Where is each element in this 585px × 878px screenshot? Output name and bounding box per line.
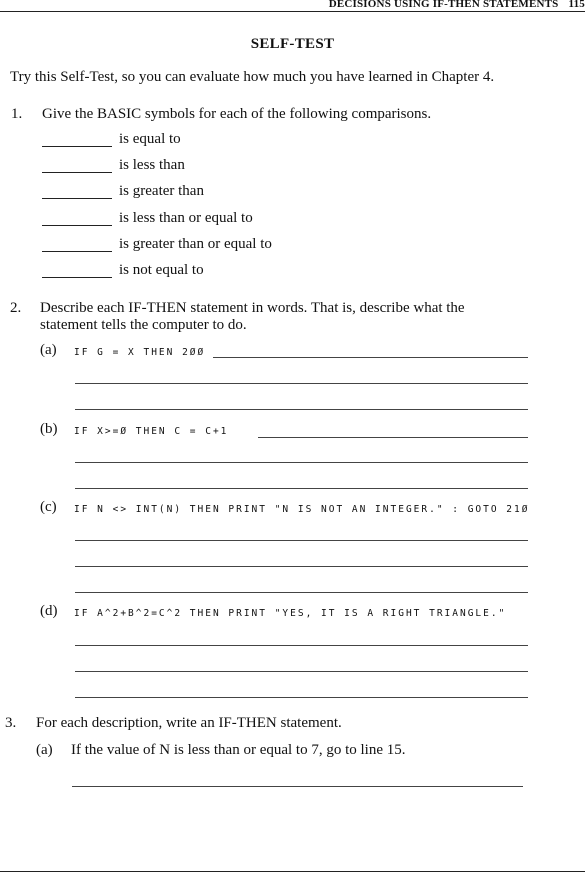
question-number: 3.	[5, 715, 17, 731]
question-number: 2.	[10, 300, 22, 316]
part-label: (a)	[36, 742, 53, 758]
answer-line[interactable]	[75, 488, 528, 489]
intro-text: Try this Self-Test, so you can evaluate how much you have learned in Chapter 4.	[10, 69, 495, 85]
comparison-item: is greater than or equal to	[119, 236, 272, 252]
comparison-item: is greater than	[119, 183, 204, 199]
part-label: (b)	[40, 421, 58, 437]
code-statement: IF N <> INT(N) THEN PRINT "N IS NOT AN INTEGER." : GOTO 21Ø	[74, 504, 530, 515]
header-rule	[0, 11, 585, 12]
answer-blank[interactable]	[42, 251, 112, 252]
code-statement: IF X>=Ø THEN C = C+1	[74, 426, 229, 437]
code-statement: IF A^2+B^2=C^2 THEN PRINT "YES, IT IS A RIGHT TRIANGLE."	[74, 608, 507, 619]
comparison-item: is less than or equal to	[119, 210, 253, 226]
answer-blank[interactable]	[42, 146, 112, 147]
running-head	[329, 0, 585, 10]
answer-line[interactable]	[75, 540, 528, 541]
answer-line[interactable]	[72, 786, 523, 787]
answer-line[interactable]	[75, 671, 528, 672]
answer-line[interactable]	[75, 566, 528, 567]
answer-blank[interactable]	[42, 198, 112, 199]
answer-line[interactable]	[75, 409, 528, 410]
code-statement: IF G = X THEN 2ØØ	[74, 347, 206, 358]
comparison-item: is not equal to	[119, 262, 204, 278]
question-prompt: For each description, write an IF-THEN statement.	[36, 715, 342, 731]
question-number: 1.	[11, 106, 23, 122]
answer-line[interactable]	[75, 383, 528, 384]
comparison-item: is less than	[119, 157, 185, 173]
answer-line[interactable]	[75, 645, 528, 646]
page-number: 115	[568, 0, 585, 10]
answer-line[interactable]	[75, 592, 528, 593]
part-label: (d)	[40, 603, 58, 619]
answer-line[interactable]	[258, 437, 528, 438]
comparison-item: is equal to	[119, 131, 181, 147]
answer-blank[interactable]	[42, 172, 112, 173]
running-title: DECISIONS USING IF-THEN STATEMENTS	[328, 0, 559, 10]
answer-line[interactable]	[75, 697, 528, 698]
footer-rule	[0, 871, 585, 872]
answer-blank[interactable]	[42, 225, 112, 226]
part-description: If the value of N is less than or equal to 7, go to line 15.	[71, 742, 406, 758]
question-prompt-line-1: Describe each IF-THEN statement in words. That is, describe what the	[40, 300, 465, 316]
part-label: (a)	[40, 342, 57, 358]
answer-line[interactable]	[213, 357, 528, 358]
question-prompt: Give the BASIC symbols for each of the following comparisons.	[42, 106, 432, 122]
answer-blank[interactable]	[42, 277, 112, 278]
part-label: (c)	[40, 499, 57, 515]
page-title: SELF-TEST	[250, 36, 335, 52]
answer-line[interactable]	[75, 462, 528, 463]
question-prompt-line-2: statement tells the computer to do.	[40, 317, 247, 333]
